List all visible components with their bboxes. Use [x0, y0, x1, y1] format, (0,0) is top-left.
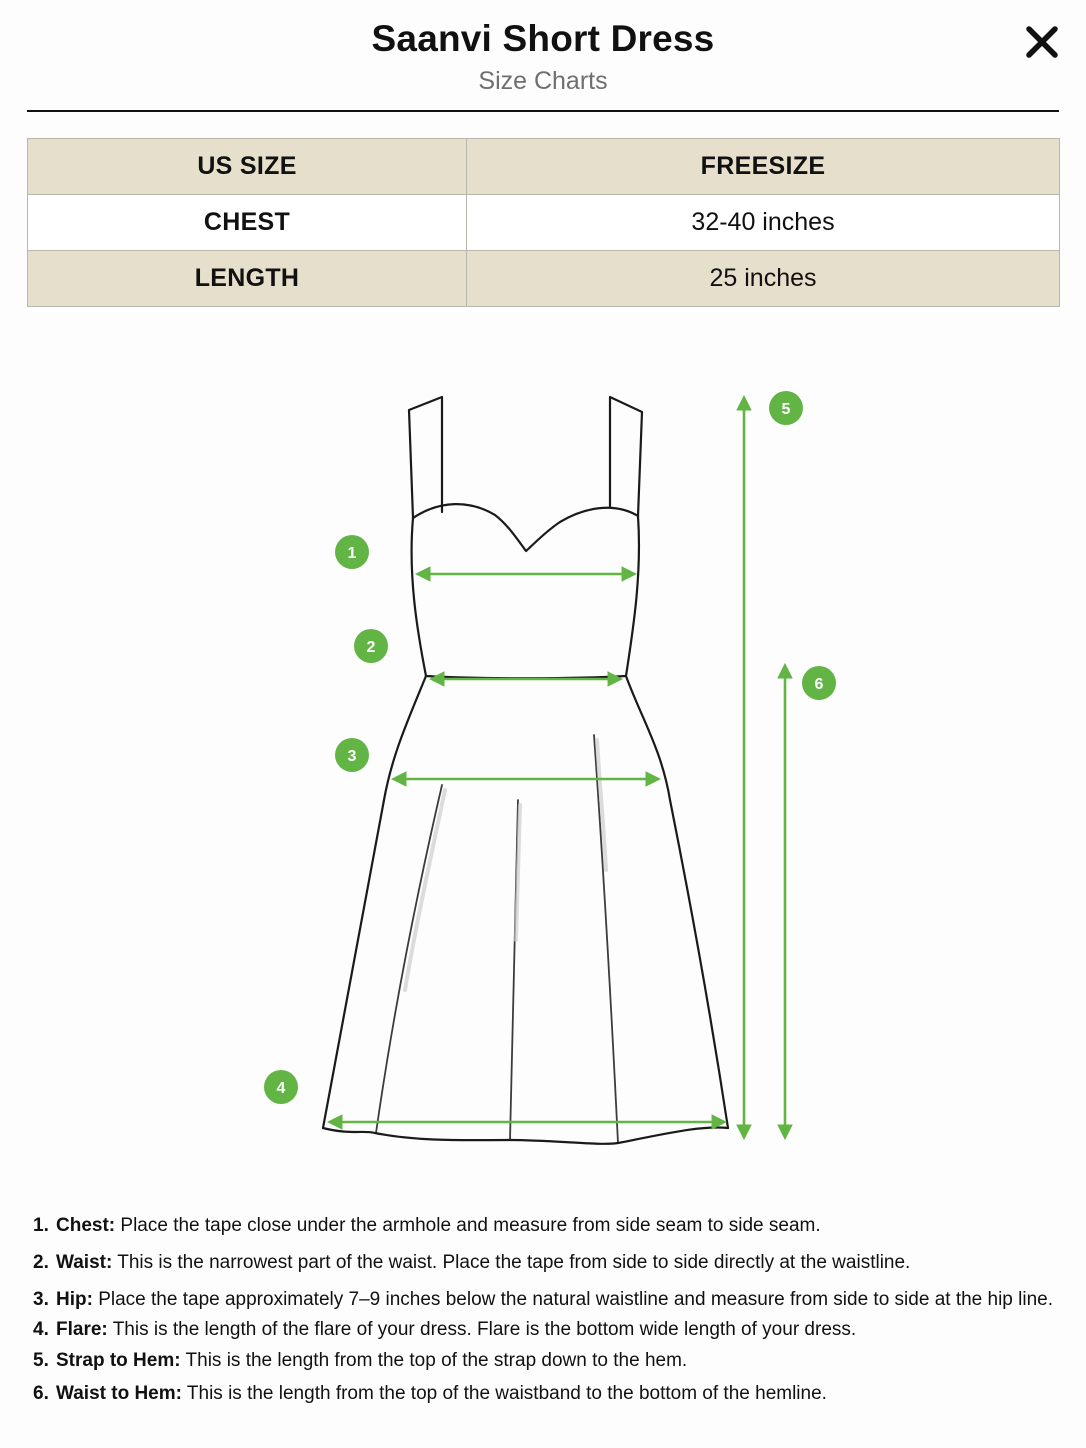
note-number: 6.	[33, 1383, 49, 1404]
note-text: This is the length from the top of the strap down to the hem.	[185, 1350, 688, 1371]
marker-label-6: 6	[814, 676, 824, 693]
measurement-marker-2	[354, 629, 388, 663]
measurement-marker-1	[335, 535, 369, 569]
note-term: Flare:	[56, 1319, 108, 1340]
marker-label-2: 2	[366, 639, 376, 656]
measurement-instructions	[0, 1212, 1060, 1417]
note-number: 4.	[33, 1319, 49, 1340]
note-number: 3.	[33, 1289, 49, 1310]
row-label-length: LENGTH	[28, 251, 467, 307]
page-subtitle: Size Charts	[478, 67, 608, 95]
note-text: This is the length of the flare of your dress. Flare is the bottom wide length of your dress.	[112, 1319, 857, 1340]
note-term: Waist to Hem:	[56, 1383, 182, 1404]
table-row	[28, 251, 1060, 307]
row-label-chest: CHEST	[28, 195, 467, 251]
note-number: 1.	[33, 1215, 49, 1236]
dress-outline	[323, 397, 728, 1144]
note-text: This is the narrowest part of the waist. Place the tape from side to side directly at the waistline.	[117, 1252, 911, 1273]
modal-header	[0, 0, 1086, 112]
list-item	[0, 1347, 1060, 1374]
note-number: 5.	[33, 1350, 49, 1371]
list-item	[0, 1249, 1060, 1276]
measurement-marker-5	[769, 391, 803, 425]
marker-label-1: 1	[347, 545, 357, 562]
measurement-marker-6	[802, 666, 836, 700]
close-button[interactable]	[1024, 24, 1060, 60]
header-us-size: US SIZE	[28, 139, 467, 195]
list-item	[0, 1380, 1060, 1407]
note-term: Waist:	[56, 1252, 113, 1273]
row-value-length: 25 inches	[467, 251, 1060, 307]
note-term: Chest:	[56, 1215, 116, 1236]
marker-label-3: 3	[347, 748, 357, 765]
dress-illustration	[0, 380, 1086, 1170]
measurement-marker-4	[264, 1070, 298, 1104]
note-text: This is the length from the top of the waistband to the bottom of the hemline.	[186, 1383, 827, 1404]
table-row	[28, 195, 1060, 251]
measurement-lines	[330, 398, 785, 1137]
header-divider	[27, 110, 1059, 112]
list-item	[0, 1316, 1060, 1343]
note-term: Strap to Hem:	[56, 1350, 181, 1371]
table-header-row	[28, 139, 1060, 195]
dress-measurement-diagram	[0, 380, 1086, 1170]
row-value-chest: 32-40 inches	[467, 195, 1060, 251]
note-number: 2.	[33, 1252, 49, 1273]
close-icon	[1024, 24, 1060, 60]
marker-label-4: 4	[276, 1080, 286, 1097]
pleat-shading	[405, 740, 606, 990]
page-title: Saanvi Short Dress	[371, 18, 715, 59]
note-term: Hip:	[56, 1289, 93, 1310]
header-freesize: FREESIZE	[467, 139, 1060, 195]
note-text: Place the tape close under the armhole and measure from side seam to side seam.	[120, 1215, 821, 1236]
size-chart-table	[27, 138, 1060, 307]
marker-label-5: 5	[781, 401, 791, 418]
list-item	[0, 1212, 1060, 1239]
note-text: Place the tape approximately 7–9 inches below the natural waistline and measure from side to side at the hip line.	[98, 1289, 1053, 1310]
list-item	[0, 1286, 1060, 1313]
measurement-marker-3	[335, 738, 369, 772]
